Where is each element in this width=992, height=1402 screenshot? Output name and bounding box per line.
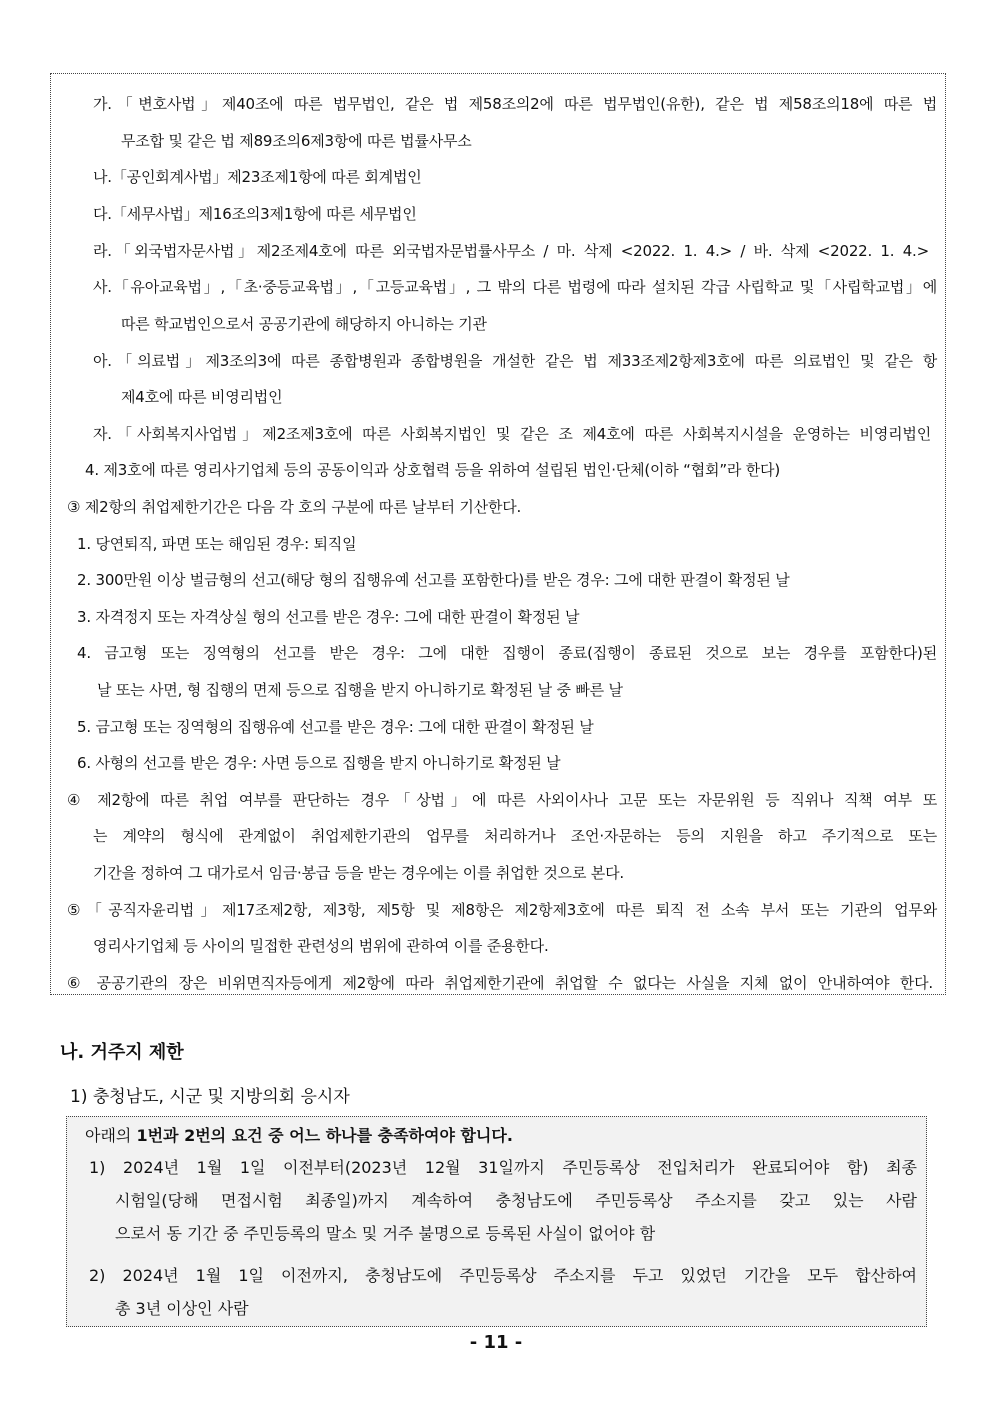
law-item-ga-cont: 무조합 및 같은 법 제89조의6제3항에 따른 법률사무소 <box>121 132 472 150</box>
law-paragraph-3-item-3: 3. 자격정지 또는 자격상실 형의 선고를 받은 경우: 그에 대한 판결이 확정된 날 <box>77 608 580 626</box>
law-paragraph-3-item-1: 1. 당연퇴직, 파면 또는 해임된 경우: 퇴직일 <box>77 535 357 553</box>
law-item-sa: 사.「유아교육법」,「초·중등교육법」,「고등교육법」, 그 밖의 다른 법령에 따라 설치된 각급 사립학교 및「사립학교법」에 <box>93 278 938 296</box>
law-paragraph-4: ④ 제2항에 따른 취업 여부를 판단하는 경우「상법」에 따른 사외이사나 고문 또는 자문위원 등 직위나 직책 여부 또 <box>67 791 937 809</box>
law-excerpt-box <box>50 73 946 995</box>
law-item-a-cont: 제4호에 따른 비영리법인 <box>121 388 283 406</box>
law-paragraph-5-cont: 영리사기업체 등 사이의 밀접한 관련성의 범위에 관하여 이를 준용한다. <box>93 937 549 955</box>
law-item-ga: 가.「변호사법」제40조에 따른 법무법인, 같은 법 제58조의2에 따른 법무법인(유한), 같은 법 제58조의18에 따른 법 <box>93 95 937 113</box>
requirement-item-1-cont-2: 으로서 동 기간 중 주민등록의 말소 및 거주 불명으로 등록된 사실이 없어야 함 <box>115 1224 656 1243</box>
requirement-intro <box>85 1125 513 1147</box>
requirement-item-1: 1) 2024년 1월 1일 이전부터(2023년 12월 31일까지 주민등록상 전입처리가 완료되어야 함) 최종 <box>89 1158 917 1177</box>
requirement-item-1-cont-1: 시험일(당해 면접시험 최종일)까지 계속하여 충청남도에 주민등록상 주소지를 갖고 있는 사람 <box>115 1191 917 1210</box>
law-item-4: 4. 제3호에 따른 영리사기업체 등의 공동이익과 상호협력 등을 위하여 설립된 법인·단체(이하 “협회”라 한다) <box>85 461 780 479</box>
section-title: 나. 거주지 제한 <box>60 1042 184 1063</box>
law-item-da: 다.「세무사법」제16조의3제1항에 따른 세무법인 <box>93 205 417 223</box>
law-paragraph-3-item-5: 5. 금고형 또는 징역형의 집행유예 선고를 받은 경우: 그에 대한 판결이 확정된 날 <box>77 718 594 736</box>
law-item-ra: 라.「외국법자문사법」제2조제4호에 따른 외국법자문법률사무소 / 마. 삭제 <2022. 1. 4.> / 바. 삭제 <2022. 1. 4.> <box>93 242 929 260</box>
law-item-ja: 자.「사회복지사업법」제2조제3호에 따른 사회복지법인 및 같은 조 제4호에 따른 사회복지시설을 운영하는 비영리법인 <box>93 425 931 443</box>
page-number: - 11 - <box>469 1332 523 1353</box>
law-paragraph-3-item-4-cont: 날 또는 사면, 형 집행의 면제 등으로 집행을 받지 아니하기로 확정된 날 중 빠른 날 <box>97 681 623 699</box>
law-paragraph-4-cont-2: 기간을 정하여 그 대가로서 임금·봉급 등을 받는 경우에는 이를 취업한 것으로 본다. <box>93 864 624 882</box>
requirement-intro-prefix: 아래의 <box>85 1126 137 1145</box>
subsection-title: 1) 충청남도, 시군 및 지방의회 응시자 <box>70 1087 350 1107</box>
requirement-intro-bold: 1번과 2번의 요건 중 어느 하나를 충족하여야 합니다. <box>136 1126 513 1145</box>
law-paragraph-3-item-2: 2. 300만원 이상 벌금형의 선고(해당 형의 집행유예 선고를 포함한다)를 받은 경우: 그에 대한 판결이 확정된 날 <box>77 571 790 589</box>
law-item-na: 나.「공인회계사법」제23조제1항에 따른 회계법인 <box>93 168 422 186</box>
law-paragraph-5: ⑤「공직자윤리법」제17조제2항, 제3항, 제5항 및 제8항은 제2항제3호에 따른 퇴직 전 소속 부서 또는 기관의 업무와 <box>67 901 937 919</box>
law-paragraph-3-item-4: 4. 금고형 또는 징역형의 선고를 받은 경우: 그에 대한 집행이 종료(집행이 종료된 것으로 보는 경우를 포함한다)된 <box>77 644 937 662</box>
requirement-item-2: 2) 2024년 1월 1일 이전까지, 충청남도에 주민등록상 주소지를 두고 있었던 기간을 모두 합산하여 <box>89 1266 917 1285</box>
law-item-a: 아.「의료법」제3조의3에 따른 종합병원과 종합병원을 개설한 같은 법 제33조제2항제3호에 따른 의료법인 및 같은 항 <box>93 352 937 370</box>
law-paragraph-6: ⑥ 공공기관의 장은 비위면직자등에게 제2항에 따라 취업제한기관에 취업할 수 없다는 사실을 지체 없이 안내하여야 한다. <box>67 974 933 992</box>
requirement-box <box>66 1116 927 1327</box>
requirement-item-2-cont: 총 3년 이상인 사람 <box>115 1299 249 1318</box>
law-paragraph-3-item-6: 6. 사형의 선고를 받은 경우: 사면 등으로 집행을 받지 아니하기로 확정된 날 <box>77 754 561 772</box>
law-item-sa-cont: 따른 학교법인으로서 공공기관에 해당하지 아니하는 기관 <box>121 315 487 333</box>
law-paragraph-3: ③ 제2항의 취업제한기간은 다음 각 호의 구분에 따른 날부터 기산한다. <box>67 498 522 516</box>
law-paragraph-4-cont-1: 는 계약의 형식에 관계없이 취업제한기관의 업무를 처리하거나 조언·자문하는 등의 지원을 하고 주기적으로 또는 <box>93 827 937 845</box>
